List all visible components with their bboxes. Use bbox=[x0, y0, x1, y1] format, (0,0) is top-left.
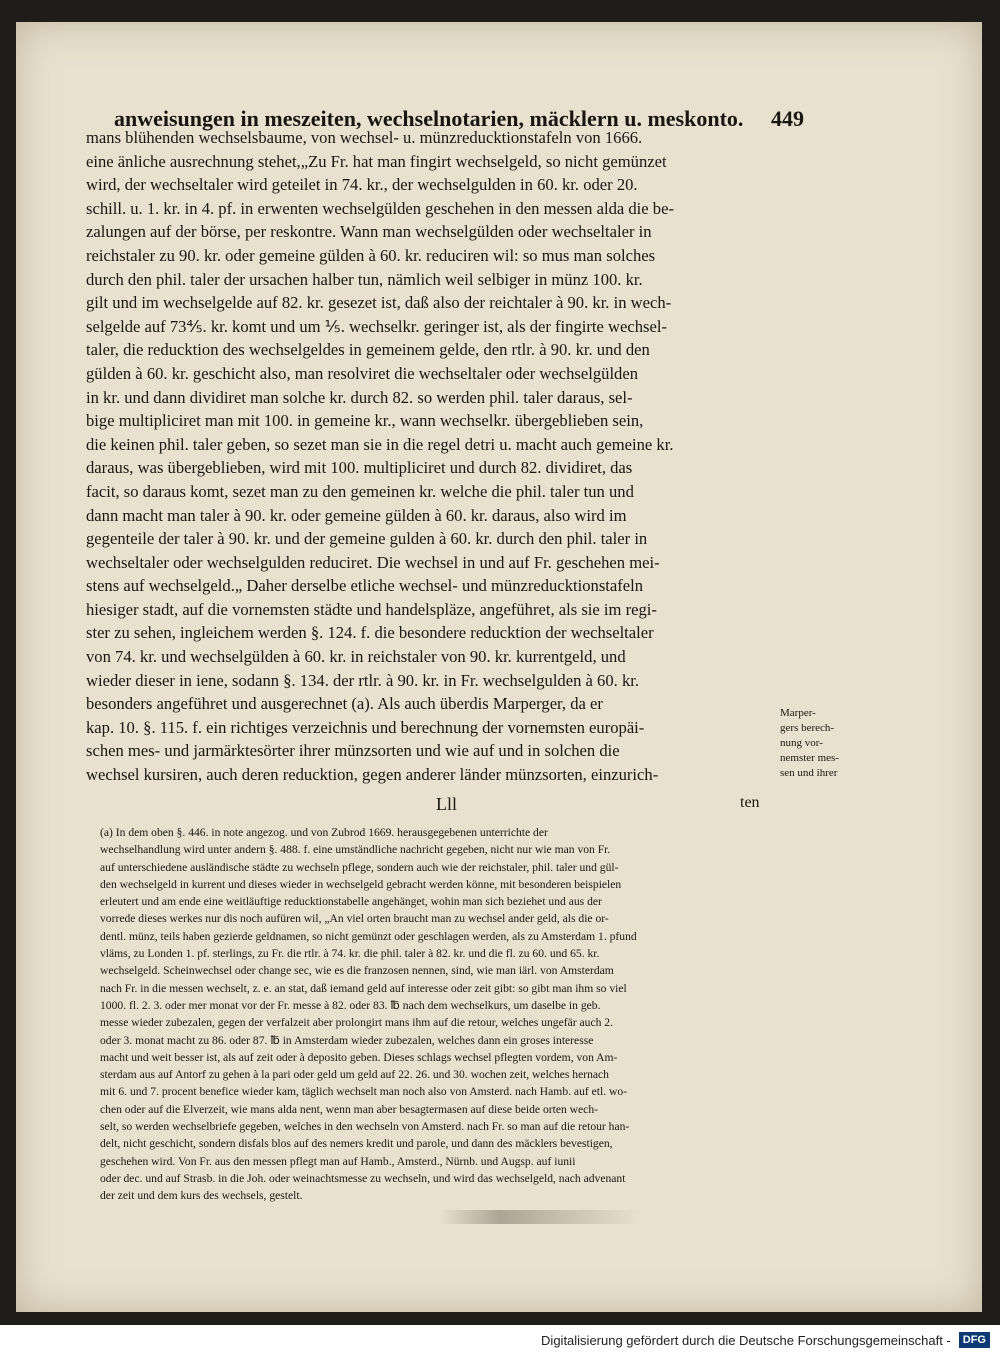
margin-note-line: sen und ihrer bbox=[780, 767, 838, 779]
footnote-line: messe wieder zubezalen, gegen der verfalzeit aber prolongirt mans ihm auf die retour, welches ungefär auch 2. bbox=[100, 1016, 613, 1030]
footnote bbox=[100, 824, 768, 1205]
footnote-line: wechselhandlung wird unter andern §. 488. f. eine umständliche nachricht gegeben, nicht nur wie man von Fr. bbox=[100, 843, 611, 857]
footnote-line: sterdam aus auf Antorf zu gehen à la pari oder geld um geld auf 22. 26. und 30. wochen zeit, welches hernach bbox=[100, 1068, 609, 1082]
footnote-line: mit 6. und 7. procent benefice wieder kam, täglich wechselt man noch also von Amsterd. nach Hamb. auf etl. wo- bbox=[100, 1085, 628, 1099]
body-line: schill. u. 1. kr. in 4. pf. in erwenten wechselgülden geschehen in den messen alda die be- bbox=[86, 198, 674, 218]
body-line: in kr. und dann dividiret man solche kr. durch 82. so werden phil. taler daraus, sel- bbox=[86, 387, 633, 407]
body-line: taler, die reducktion des wechselgeldes in gemeinem gelde, den rtlr. à 90. kr. und den bbox=[86, 340, 650, 360]
footnote-line: (a) In dem oben §. 446. in note angezog. und von Zubrod 1669. herausgegebenen unterrichte der bbox=[100, 826, 548, 839]
body-line: wechsel kursiren, auch deren reducktion, gegen anderer länder münzsorten, einzurich- bbox=[86, 765, 659, 785]
body-line: eine änliche ausrechnung stehet,„Zu Fr. hat man fingirt wechselgeld, so nicht gemünzet bbox=[86, 151, 667, 171]
body-line: gegenteile der taler à 90. kr. und der gemeine gulden à 60. kr. durch den phil. taler in bbox=[86, 529, 648, 549]
body-line: wechseltaler oder wechselgulden reduciret. Die wechsel in und auf Fr. geschehen mei- bbox=[86, 552, 660, 572]
body-line: reichstaler zu 90. kr. oder gemeine gülden à 60. kr. reduciren wil: so mus man solches bbox=[86, 245, 656, 265]
page-number: 449 bbox=[771, 106, 804, 131]
body-line: schen mes- und jarmärktesörter ihrer münzsorten und wie auf und in solchen die bbox=[86, 741, 620, 761]
body-line: kap. 10. §. 115. f. ein richtiges verzeichnis und berechnung der vornemsten europäi- bbox=[86, 717, 645, 737]
footnote-line: 1000. fl. 2. 3. oder mer monat vor der Fr. messe à 82. oder 83. ℔ nach dem wechselkurs, um daselbe in geb. bbox=[100, 998, 601, 1012]
margin-note bbox=[780, 706, 840, 781]
signature-mark: Lll bbox=[436, 794, 457, 814]
body-line: mans blühenden wechselsbaume, von wechsel- u. münzreducktionstafeln von 1666. bbox=[86, 128, 643, 147]
body-line: die keinen phil. taler geben, so sezet man sie in die regel detri u. macht auch gemeine kr. bbox=[86, 434, 674, 454]
footnote-line: auf unterschiedene ausländische städte zu wechseln pflege, sondern auch wie der reichstaler, phil. taler und gül- bbox=[100, 860, 619, 874]
body-line: gülden à 60. kr. geschicht also, man resolviret die wechseltaler oder wechselgülden bbox=[86, 363, 639, 383]
body-line: wird, der wechseltaler wird geteilet in 74. kr., der wechselgulden in 60. kr. oder 20. bbox=[86, 175, 638, 195]
footnote-line: macht und weit besser ist, als auf zeit oder à deposito geben. Dieses schlags wechsel pflegten vordem, von Am- bbox=[100, 1050, 618, 1064]
body-line: durch den phil. taler der ursachen halber tun, nämlich weil selbiger in münz 100. kr. bbox=[86, 269, 643, 289]
body-line: besonders angeführet und ausgerechnet (a). Als auch überdis Marperger, da er bbox=[86, 694, 603, 714]
body-line: daraus, was übergeblieben, wird mit 100. multipliciret und durch 82. dividiret, das bbox=[86, 458, 633, 478]
body-line: selgelde auf 73⅘. kr. komt und um ⅕. wechselkr. geringer ist, als der fingirte wechsel- bbox=[86, 316, 667, 336]
body-line: ster zu sehen, ingleichem werden §. 124. f. die besondere reducktion der wechseltaler bbox=[86, 623, 654, 643]
margin-note-line: nung vor- bbox=[780, 737, 823, 749]
footnote-line: oder 3. monat macht zu 86. oder 87. ℔ in Amsterdam wieder zubezalen, welches dann ein groses interesse bbox=[100, 1033, 594, 1047]
body-text bbox=[86, 126, 766, 787]
body-line: dann macht man taler à 90. kr. oder gemeine gülden à 60. kr. daraus, also wird im bbox=[86, 505, 627, 525]
dfg-logo[interactable]: DFG bbox=[959, 1332, 990, 1348]
catchword: ten bbox=[740, 794, 760, 811]
margin-note-line: nemster mes- bbox=[780, 752, 839, 764]
footnote-line: selt, so werden wechselbriefe gegeben, welches in den wechseln von Amsterd. nach Fr. so man auf die retour han- bbox=[100, 1120, 630, 1134]
body-line: zalungen auf der börse, per reskontre. Wann man wechselgülden oder wechseltaler in bbox=[86, 222, 652, 242]
body-line: von 74. kr. und wechselgülden à 60. kr. in reichstaler von 90. kr. kurrentgeld, und bbox=[86, 647, 626, 667]
footnote-line: dentl. münz, teils haben gezierde geldnamen, so nicht gemünzt oder geschlagen werden, als zu Amsterdam 1. pfund bbox=[100, 929, 637, 943]
running-head-title: anweisungen in meszeiten, wechselnotarien, mäcklern u. meskonto. bbox=[114, 106, 744, 131]
body-line: hiesiger stadt, auf die vornemsten städte und handelspläze, angeführet, als sie im regi- bbox=[86, 599, 657, 619]
body-line: gilt und im wechselgelde auf 82. kr. gesezet ist, daß also der reichtaler à 90. kr. in wech- bbox=[86, 293, 672, 313]
footnote-line: der zeit und dem kurs des wechsels, gestelt. bbox=[100, 1189, 303, 1203]
ink-smudge bbox=[440, 1210, 640, 1224]
margin-note-line: Marper- bbox=[780, 707, 816, 719]
credit-bar bbox=[0, 1325, 1000, 1355]
footnote-line: oder dec. und auf Strasb. in die Joh. oder weinachtsmesse zu wechseln, und wird das wechselgeld, nach advenant bbox=[100, 1171, 626, 1185]
body-line: facit, so daraus komt, sezet man zu den gemeinen kr. welche die phil. taler tun und bbox=[86, 481, 634, 501]
credit-text: Digitalisierung gefördert durch die Deutsche Forschungsgemeinschaft - bbox=[541, 1332, 951, 1348]
footnote-line: wechselgeld. Scheinwechsel oder change sec, wie es die franzosen nennen, sind, wie man iärl. von Amsterdam bbox=[100, 964, 614, 978]
footnote-line: geschehen wird. Von Fr. aus den messen pflegt man auf Hamb., Amsterd., Nürnb. und Augsp. auf iunii bbox=[100, 1154, 576, 1168]
body-line: bige multipliciret man mit 100. in gemeine kr., wann wechselkr. übergeblieben sein, bbox=[86, 411, 644, 431]
footnote-line: vorrede dieses werkes nur dis noch aufüren wil, „An viel orten braucht man zu wechsel ander geld, als die or- bbox=[100, 912, 609, 926]
footnote-line: chen oder auf die Elverzeit, wie mans alda nent, wenn man aber besagtermasen auf diese beide orten wech- bbox=[100, 1102, 598, 1116]
body-line: stens auf wechselgeld.„ Daher derselbe etliche wechsel- und münzreducktionstafeln bbox=[86, 576, 644, 596]
footnote-line: delt, nicht geschicht, sondern disfals blos auf des nemers kredit und parole, und dann des mäcklers bevestigen, bbox=[100, 1137, 613, 1151]
footnote-line: erleutert und am ende eine weitläuftige reducktionstabelle angehänget, wohin man sich beziehet und aus der bbox=[100, 895, 602, 909]
body-line: wieder dieser in iene, sodann §. 134. der rtlr. à 90. kr. in Fr. wechselgulden à 60. kr. bbox=[86, 670, 639, 690]
footnote-line: den wechselgeld in kurrent und dieses wieder in wechselgeld gebracht werden könne, mit besonderen beispielen bbox=[100, 877, 622, 891]
footnote-line: nach Fr. in die messen wechselt, z. e. an stat, daß iemand geld auf interesse oder zeit gibt: so gibt man ihm so viel bbox=[100, 981, 627, 995]
margin-note-line: gers berech- bbox=[780, 722, 835, 734]
footnote-line: vläms, zu Londen 1. pf. sterlings, zu Fr. die rtlr. à 74. kr. die phil. taler à 82. kr. und die fl. zu 60. und 65. kr. bbox=[100, 947, 600, 961]
